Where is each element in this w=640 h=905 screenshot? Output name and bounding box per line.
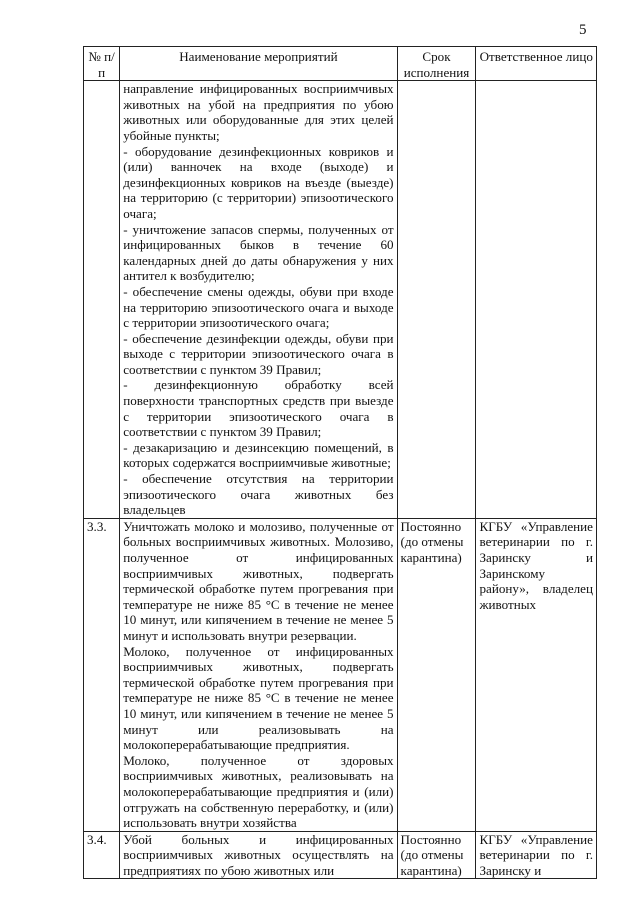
measure-paragraph: Молоко, полученное от инфицированных восприимчивых животных, подвергать термической обработке путем прогревания при температуре не ниже 85 °С в течение не менее 10 минут, или кипячением в течение не менее 5 минут или реализовывать на молокоперерабатывающие предприятия. (123, 643, 394, 753)
measure-item: - дезакаризацию и дезинсекцию помещений, в которых содержатся восприимчивые животные; (123, 439, 394, 471)
row-term: Постоянно (до отмены карантина) (397, 518, 476, 831)
table-row (84, 518, 597, 831)
row-responsible (476, 81, 597, 519)
measure-item: направление инфицированных восприимчивых животных на убой на предприятия по убою животных или оборудованные для этих целей убойные пункты; (123, 81, 394, 143)
row-term (397, 81, 476, 519)
row-num: 3.3. (84, 518, 120, 831)
row-responsible: КГБУ «Управление ветеринарии по г. Заринску и (476, 831, 597, 879)
table-header-row (84, 47, 597, 81)
row-num (84, 81, 120, 519)
measure-item: - обеспечение дезинфекции одежды, обуви при выходе с территории эпизоотического очага в соответствии с пунктом 39 Правил; (123, 330, 394, 377)
page-number: 5 (579, 22, 587, 38)
measure-item: - обеспечение смены одежды, обуви при входе на территорию эпизоотического очага и выходе с территории эпизоотического очага; (123, 283, 394, 331)
header-num: № п/п (84, 47, 120, 81)
measure-paragraph: Уничтожать молоко и молозиво, полученные от больных восприимчивых животных. Молозиво, полученное от инфицированных восприимчивых животных, подвергать термической обработке путем прогревания при температуре не ниже 85 °С в течение не менее 10 минут, или кипячением в течение не менее 5 минут и использовать внутри резервации. (123, 518, 394, 643)
measure-item: - обеспечение отсутствия на территории эпизоотического очага животных без владельцев (123, 471, 394, 518)
measure-paragraph: Молоко, полученное от здоровых восприимчивых животных, реализовывать на молокоперерабатывающие предприятия и (или) отгружать на собственную переработку, и (или) использовать внутри хозяйства (123, 752, 394, 831)
measure-item: - уничтожение запасов спермы, полученных от инфицированных быков в течение 60 календарных дней до даты обнаружения у них антител к возбудителю; (123, 221, 394, 284)
row-measures (120, 518, 397, 831)
table-row (84, 831, 597, 879)
measure-item: - оборудование дезинфекционных ковриков и (или) ванночек на входе (выходе) и дезинфекционных ковриков на въезде (выезде) на территорию (с территории) эпизоотического очага; (123, 143, 394, 221)
row-responsible: КГБУ «Управление ветеринарии по г. Заринску и Заринскому району», владелец животных (476, 518, 597, 831)
row-num: 3.4. (84, 831, 120, 879)
table-row (84, 81, 597, 519)
header-name: Наименование мероприятий (120, 47, 397, 81)
measures-table (83, 46, 597, 879)
header-term: Срок исполнения (397, 47, 476, 81)
row-measures (120, 81, 397, 519)
header-responsible: Ответственное лицо (476, 47, 597, 81)
measure-item: - дезинфекционную обработку всей поверхности транспортных средств при выезде с территории эпизоотического очага в соответствии с пунктом 39 Правил; (123, 377, 394, 440)
row-term: Постоянно (до отмены карантина) (397, 831, 476, 879)
row-measures (120, 831, 397, 879)
measure-paragraph: Убой больных и инфицированных восприимчивых животных осуществлять на предприятиях по убою животных или (123, 831, 394, 878)
